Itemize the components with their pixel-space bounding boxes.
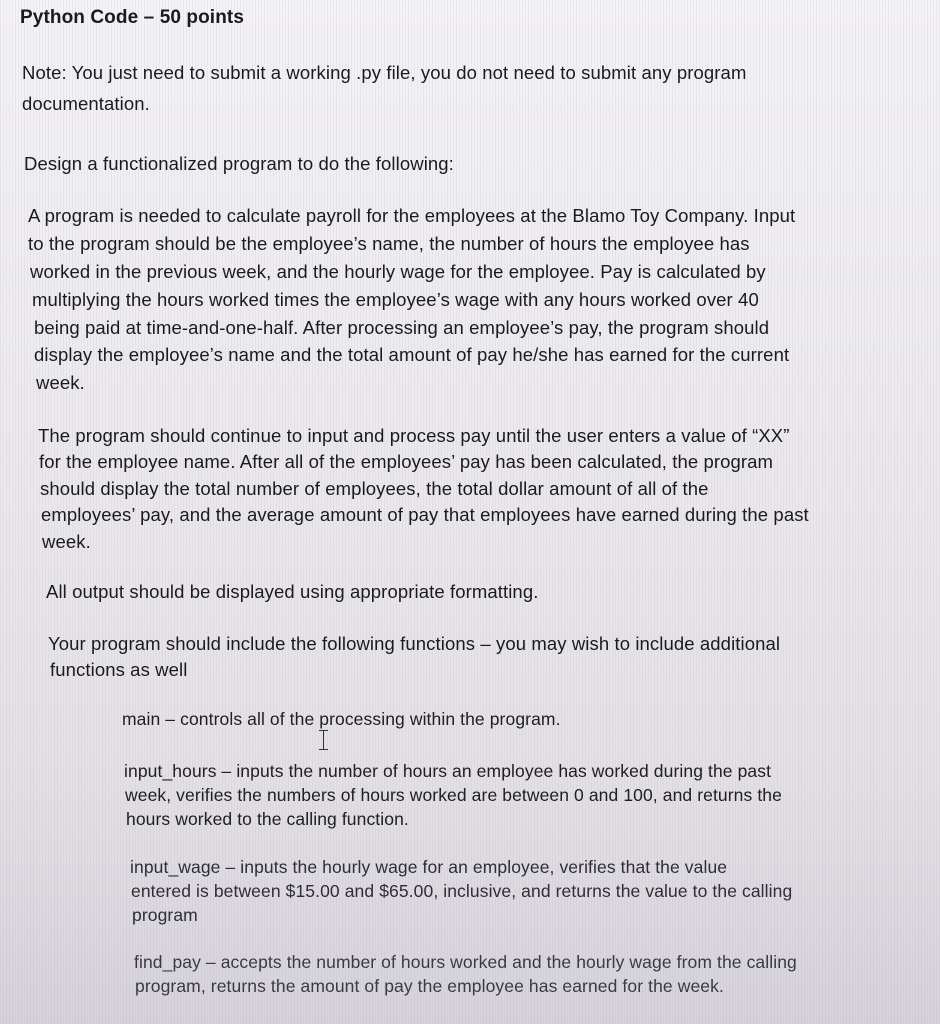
document-title: Python Code – 50 points: [20, 7, 244, 28]
paragraph-line: week.: [36, 372, 85, 393]
paragraph-line: The program should continue to input and process pay until the user enters a value of “XX”: [38, 425, 790, 446]
paragraph-line: to the program should be the employee’s name, the number of hours the employee has: [28, 233, 750, 254]
function-description-line: program, returns the amount of pay the employee has earned for the week.: [135, 976, 724, 996]
output-note: All output should be displayed using appropriate formatting.: [46, 581, 539, 602]
function-description-line: hours worked to the calling function.: [126, 809, 409, 829]
function-description-line: input_hours – inputs the number of hours an employee has worked during the past: [124, 761, 772, 781]
paragraph-line: worked in the previous week, and the hourly wage for the employee. Pay is calculated by: [30, 261, 766, 282]
note-line-1: Note: You just need to submit a working .py file, you do not need to submit any program: [22, 62, 747, 83]
function-description-line: main – controls all of the processing within the program.: [122, 709, 561, 729]
function-description-line: find_pay – accepts the number of hours worked and the hourly wage from the calling: [134, 952, 797, 972]
function-description-line: program: [132, 905, 198, 925]
paragraph-line: week.: [42, 531, 91, 552]
text-cursor-icon: [319, 730, 329, 750]
function-description-line: entered is between $15.00 and $65.00, inclusive, and returns the value to the calling: [131, 881, 793, 901]
paragraph-line: A program is needed to calculate payroll for the employees at the Blamo Toy Company. Input: [28, 205, 796, 226]
function-description-line: week, verifies the numbers of hours worked are between 0 and 100, and returns the: [125, 785, 782, 805]
paragraph-line: employees’ pay, and the average amount of pay that employees have earned during the past: [41, 504, 809, 525]
note-line-2: documentation.: [22, 93, 150, 114]
paragraph-line: for the employee name. After all of the employees’ pay has been calculated, the program: [39, 451, 774, 472]
paragraph-line: multiplying the hours worked times the employee’s wage with any hours worked over 40: [32, 289, 759, 310]
paragraph-line: being paid at time-and-one-half. After processing an employee’s pay, the program should: [34, 317, 770, 338]
design-heading: Design a functionalized program to do the following:: [24, 153, 454, 174]
functions-intro-line-2: functions as well: [50, 659, 188, 680]
functions-intro-line-1: Your program should include the following functions – you may wish to include additional: [48, 633, 781, 654]
paragraph-line: display the employee’s name and the total amount of pay he/she has earned for the current: [34, 344, 790, 365]
paragraph-line: should display the total number of employees, the total dollar amount of all of the: [40, 478, 709, 499]
function-description-line: input_wage – inputs the hourly wage for an employee, verifies that the value: [130, 857, 728, 877]
